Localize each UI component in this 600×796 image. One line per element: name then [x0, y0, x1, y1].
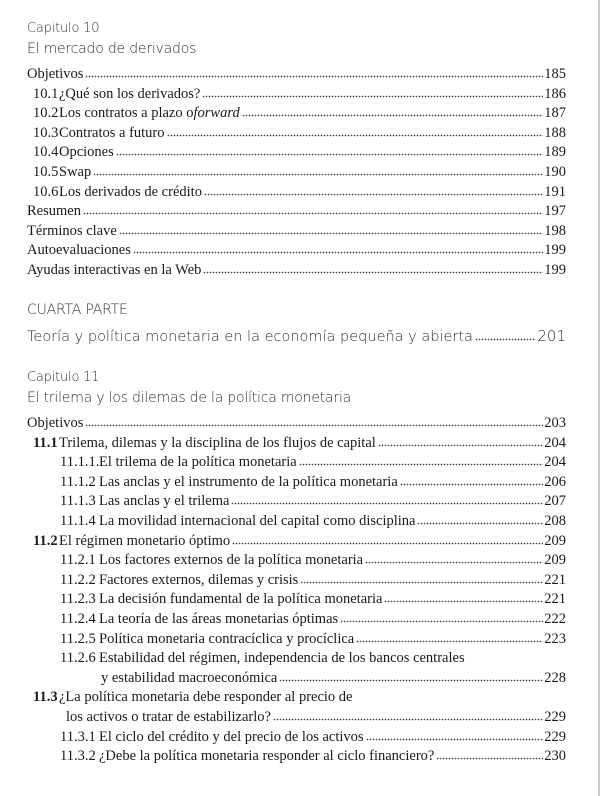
page-number: 228	[544, 669, 566, 686]
entry-title: La decisión fundamental de la política monetaria	[99, 591, 383, 608]
entry-title-continuation: los activos o tratar de estabilizarlo?	[66, 708, 271, 725]
section-number: 11.2.3	[60, 591, 96, 608]
section-number: 10.5	[33, 163, 59, 180]
page-number: 203	[544, 415, 566, 431]
chapter-11-title: El trilema y los dilemas de la política monetaria	[27, 390, 352, 406]
leader-dots	[378, 443, 543, 447]
chapter-10-label: Capitulo 10	[27, 21, 100, 36]
toc-entry[interactable]	[0, 571, 600, 591]
toc-entry[interactable]	[0, 551, 600, 571]
page-number: 185	[544, 66, 566, 82]
entry-title-italic: forward	[193, 105, 240, 122]
entry-title-continuation: y estabilidad macroeconómica	[101, 669, 278, 686]
page-number: 209	[544, 532, 566, 549]
toc-entry[interactable]	[0, 143, 600, 163]
page-number: 206	[544, 473, 566, 490]
leader-dots	[133, 250, 543, 254]
page-number: 222	[544, 610, 566, 627]
toc-entry[interactable]	[0, 453, 600, 473]
section-number: 11.3.2	[60, 748, 96, 765]
entry-title: Objetivos	[27, 66, 84, 82]
page-number: 229	[544, 708, 566, 725]
toc-entry[interactable]	[0, 124, 600, 144]
leader-dots	[400, 482, 543, 486]
entry-title: El régimen monetario óptimo	[59, 532, 231, 549]
entry-title: ¿Qué son los derivados?	[59, 85, 201, 102]
leader-dots	[356, 639, 543, 643]
leader-dots	[384, 599, 543, 603]
page-number: 190	[544, 163, 566, 180]
page-number: 188	[544, 124, 566, 141]
entry-title: Los contratos a plazo o	[59, 105, 194, 122]
toc-entry[interactable]	[0, 532, 600, 552]
section-number: 11.2	[33, 532, 58, 549]
part-page: 201	[537, 327, 566, 345]
section-number: 10.4	[33, 144, 59, 161]
toc-entry[interactable]	[0, 202, 600, 222]
toc-entry[interactable]	[0, 747, 600, 767]
leader-dots	[417, 521, 543, 525]
leader-dots	[119, 231, 543, 235]
section-number: 11.1.2	[60, 473, 96, 490]
toc-entry[interactable]	[0, 434, 600, 454]
leader-dots	[300, 580, 543, 584]
section-number: 10.1	[33, 85, 59, 102]
leader-dots	[85, 423, 543, 427]
toc-entry[interactable]	[0, 688, 600, 708]
entry-title: Política monetaria contracíclica y procíclica	[99, 630, 355, 647]
leader-dots	[273, 717, 543, 721]
toc-entry[interactable]	[0, 492, 600, 512]
page-number: 189	[544, 144, 566, 161]
toc-entry[interactable]	[0, 649, 600, 669]
leader-dots	[167, 133, 544, 137]
entry-title: Términos clave	[27, 222, 117, 239]
entry-title: El ciclo del crédito y del precio de los activos	[99, 728, 364, 745]
entry-title: Swap	[59, 163, 92, 180]
leader-dots	[242, 113, 544, 117]
section-number: 11.1.4	[60, 512, 96, 529]
entry-title: Opciones	[59, 144, 114, 161]
entry-title: Las anclas y el instrumento de la política monetaria	[99, 473, 398, 490]
entry-title: La movilidad internacional del capital como disciplina	[99, 512, 416, 529]
section-number: 10.6	[33, 183, 59, 200]
entry-title: Las anclas y el trilema	[99, 493, 230, 510]
part-title-row[interactable]	[27, 327, 566, 345]
leader-dots	[116, 152, 543, 156]
entry-title: Factores externos, dilemas y crisis	[99, 571, 299, 588]
section-number: 11.2.1	[60, 552, 96, 569]
page-number: 229	[544, 728, 566, 745]
page-number: 207	[544, 493, 566, 510]
page-number: 221	[544, 591, 566, 608]
toc-entry[interactable]	[0, 414, 600, 434]
entry-title: La teoría de las áreas monetarias óptimas	[99, 610, 339, 627]
leader-dots	[475, 337, 536, 341]
toc-entry[interactable]	[0, 241, 600, 261]
leader-dots	[202, 94, 543, 98]
page-number: 221	[544, 571, 566, 588]
section-number: 10.2	[33, 105, 59, 122]
chapter-11-label: Capitulo 11	[27, 370, 100, 385]
page-number: 198	[544, 222, 566, 239]
leader-dots	[365, 560, 543, 564]
toc-entry[interactable]	[0, 512, 600, 532]
leader-dots	[436, 756, 543, 760]
toc-entry[interactable]	[0, 163, 600, 183]
page-number: 230	[544, 748, 566, 765]
section-number: 11.2.4	[60, 610, 96, 627]
section-number: 10.3	[33, 124, 59, 141]
toc-entry[interactable]	[0, 630, 600, 650]
page-number: 186	[544, 85, 566, 102]
toc-entry[interactable]	[0, 104, 600, 124]
page-number: 191	[544, 183, 566, 200]
section-number: 11.1.3	[60, 493, 96, 510]
leader-dots	[85, 74, 543, 78]
entry-title: Trilema, dilemas y la disciplina de los flujos de capital	[59, 434, 376, 451]
leader-dots	[83, 211, 543, 215]
toc-entry[interactable]	[0, 261, 600, 281]
leader-dots	[204, 192, 543, 196]
toc-entry[interactable]	[0, 610, 600, 630]
section-number: 11.2.5	[60, 630, 96, 647]
page-number: 204	[544, 434, 566, 451]
page-number: 187	[544, 105, 566, 122]
toc-entry[interactable]	[0, 728, 600, 748]
leader-dots	[279, 678, 543, 682]
leader-dots	[231, 501, 543, 505]
entry-title: ¿La política monetaria debe responder al precio de	[59, 689, 353, 706]
entry-title: Los derivados de crédito	[59, 183, 202, 200]
entry-title: Autoevaluaciones	[27, 242, 131, 259]
entry-title: Los factores externos de la política monetaria	[99, 552, 364, 569]
toc-entry-continuation[interactable]	[0, 669, 600, 689]
page-number: 199	[544, 242, 566, 259]
toc-entry[interactable]	[0, 85, 600, 105]
entry-title: El trilema de la política monetaria	[99, 454, 297, 471]
section-number: 11.3	[33, 689, 58, 706]
page-number: 209	[544, 552, 566, 569]
section-number: 11.2.6	[60, 650, 96, 667]
leader-dots	[299, 462, 544, 466]
chapter-10-title: El mercado de derivados	[27, 41, 197, 57]
entry-title: Objetivos	[27, 415, 84, 431]
toc-entry-continuation[interactable]	[0, 708, 600, 728]
page-number: 199	[544, 261, 566, 278]
entry-title: Ayudas interactivas en la Web	[27, 261, 202, 278]
leader-dots	[340, 619, 543, 623]
chapter-10-toc	[0, 65, 600, 281]
toc-entry[interactable]	[0, 222, 600, 242]
toc-entry[interactable]	[0, 65, 600, 85]
leader-dots	[93, 172, 543, 176]
chapter-11-toc	[0, 414, 600, 767]
toc-entry[interactable]	[0, 183, 600, 203]
toc-entry[interactable]	[0, 473, 600, 493]
section-number: 11.1.1.	[60, 454, 100, 471]
entry-title: Contratos a futuro	[59, 124, 165, 141]
part-title: Teoría y política monetaria en la economía pequeña y abierta	[27, 329, 473, 345]
page-number: 208	[544, 512, 566, 529]
leader-dots	[203, 270, 543, 274]
section-number: 11.3.1	[60, 728, 96, 745]
part-label: CUARTA PARTE	[27, 302, 128, 318]
page-number: 223	[544, 630, 566, 647]
section-number: 11.2.2	[60, 571, 96, 588]
entry-title: Estabilidad del régimen, independencia de los bancos centrales	[99, 650, 465, 667]
leader-dots	[366, 737, 544, 741]
page-number: 204	[544, 454, 566, 471]
section-number: 11.1	[33, 434, 58, 451]
page-number: 197	[544, 203, 566, 220]
leader-dots	[232, 541, 543, 545]
toc-entry[interactable]	[0, 590, 600, 610]
entry-title: ¿Debe la política monetaria responder al ciclo financiero?	[99, 748, 435, 765]
entry-title: Resumen	[27, 203, 81, 220]
